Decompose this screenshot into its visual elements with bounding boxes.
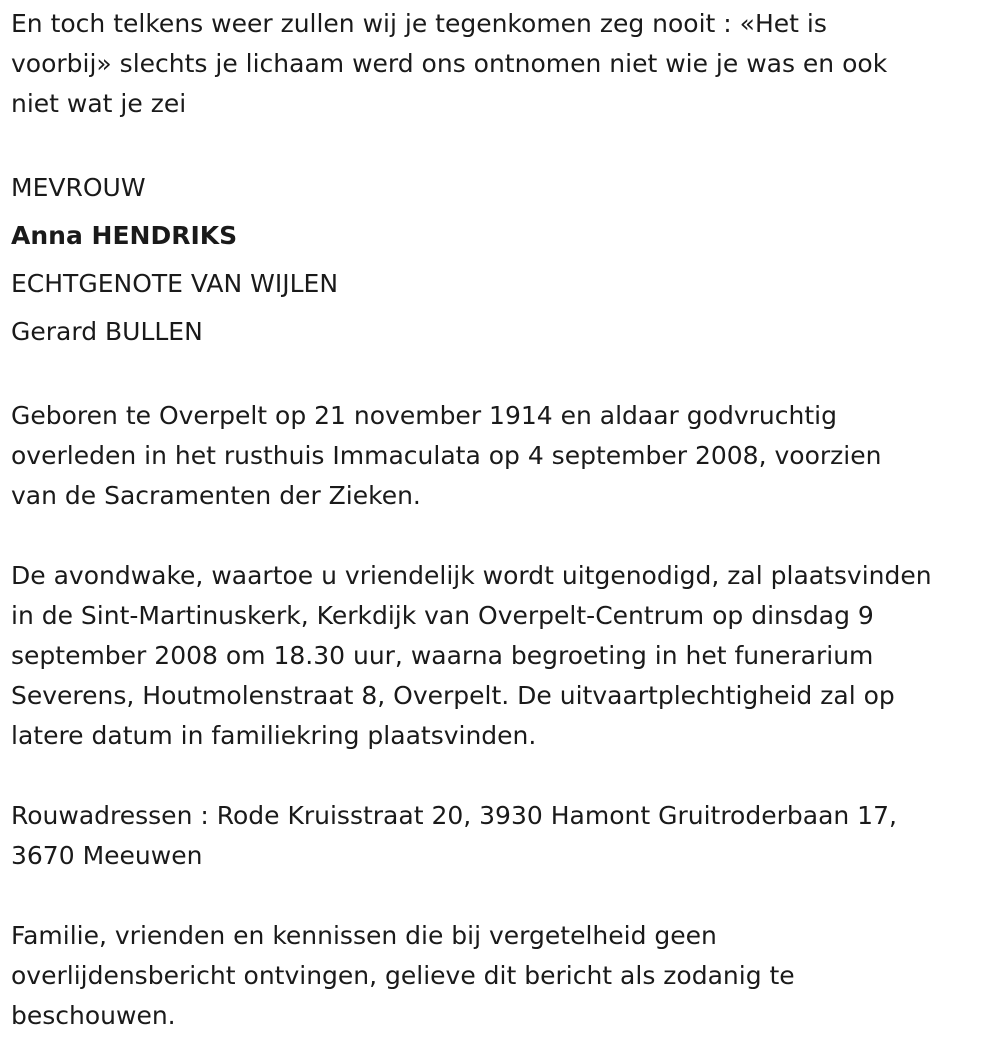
poem-line: En toch telkens weer zullen wij je tegenkomen zeg nooit : «Het is xyxy=(11,9,827,38)
paragraph-line: Rouwadressen : Rode Kruisstraat 20, 3930 Hamont Gruitroderbaan 17, xyxy=(11,801,897,830)
spacer xyxy=(11,516,990,556)
paragraph-line: 3670 Meeuwen xyxy=(11,841,203,870)
paragraph-line: van de Sacramenten der Zieken. xyxy=(11,481,421,510)
poem-paragraph xyxy=(11,4,990,124)
paragraph-line: in de Sint-Martinuskerk, Kerkdijk van Overpelt-Centrum op dinsdag 9 xyxy=(11,601,874,630)
paragraph-line: De avondwake, waartoe u vriendelijk wordt uitgenodigd, zal plaatsvinden xyxy=(11,561,932,590)
title-line: MEVROUW xyxy=(11,173,146,202)
spacer xyxy=(11,876,990,916)
wake-paragraph xyxy=(11,556,990,756)
paragraph-line: overlijdensbericht ontvingen, gelieve dit bericht als zodanig te xyxy=(11,961,795,990)
paragraph-line: overleden in het rusthuis Immaculata op 4 september 2008, voorzien xyxy=(11,441,882,470)
paragraph-line: Geboren te Overpelt op 21 november 1914 en aldaar godvruchtig xyxy=(11,401,837,430)
paragraph-line: Familie, vrienden en kennissen die bij vergetelheid geen xyxy=(11,921,717,950)
deceased-name: Anna HENDRIKS xyxy=(11,221,238,250)
poem-line: niet wat je zei xyxy=(11,89,187,118)
birth-death-paragraph xyxy=(11,396,990,516)
spacer xyxy=(11,124,990,164)
paragraph-line: september 2008 om 18.30 uur, waarna begroeting in het funerarium xyxy=(11,641,874,670)
relation-line: ECHTGENOTE VAN WIJLEN xyxy=(11,269,339,298)
spouse-name: Gerard BULLEN xyxy=(11,317,203,346)
poem-line: voorbij» slechts je lichaam werd ons ontnomen niet wie je was en ook xyxy=(11,49,888,78)
name-header xyxy=(11,164,990,356)
paragraph-line: Severens, Houtmolenstraat 8, Overpelt. De uitvaartplechtigheid zal op xyxy=(11,681,895,710)
paragraph-line: latere datum in familiekring plaatsvinden. xyxy=(11,721,537,750)
spacer xyxy=(11,756,990,796)
paragraph-line: beschouwen. xyxy=(11,1001,176,1030)
addresses-paragraph xyxy=(11,796,990,876)
spacer xyxy=(11,356,990,396)
notice-paragraph xyxy=(11,916,990,1036)
